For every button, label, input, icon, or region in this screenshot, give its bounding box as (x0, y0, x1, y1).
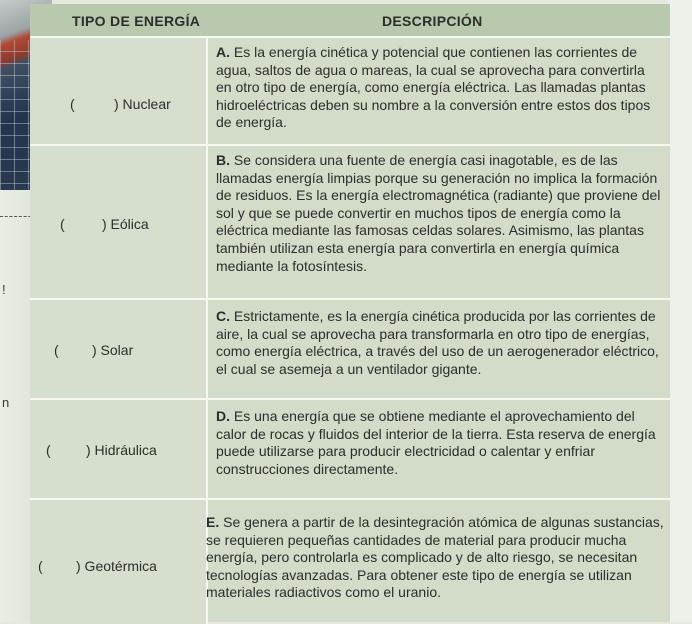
description-text: Es una energía que se obtiene mediante el aprovechamiento del calor de rocas y fluidos del interior de la tierra. Esta reserva de energía puede utilizarse para producir electricidad o calentar y enfriar construcciones directamente. (216, 408, 656, 477)
answer-blank[interactable]: ( (70, 96, 75, 112)
type-cell (30, 400, 208, 500)
answer-blank[interactable]: ( (46, 442, 51, 458)
table-row (30, 144, 670, 300)
table-row (30, 36, 670, 146)
description-cell (216, 408, 664, 478)
energy-type: ) Geotérmica (76, 558, 157, 574)
type-cell (30, 500, 208, 624)
energy-table (30, 4, 670, 622)
description-cell (216, 152, 664, 275)
energy-type: ) Hidráulica (86, 442, 157, 458)
description-cell (216, 44, 664, 132)
item-letter: E. (206, 514, 220, 530)
answer-blank[interactable]: ( (54, 342, 59, 358)
table-row (30, 498, 670, 624)
energy-type: ) Nuclear (114, 96, 171, 112)
margin-mark: n (2, 395, 10, 410)
type-cell (30, 300, 208, 400)
description-text: Es la energía cinética y potencial que contienen las corrientes de agua, saltos de agua o mareas, la cual se aprovecha para convertirla en otro tipo de energía, como energía eléctrica. Las llamadas plantas hidroeléctricas deben su nombre a la conversión entre estos dos tipos de energía. (216, 44, 651, 131)
answer-blank[interactable]: ( (38, 558, 43, 574)
description-text: Se genera a partir de la desintegración atómica de algunas sustancias, se requieren pequeñas cantidades de material para producir mucha energía, pero controlarla es complicado y de alto riesgo, se necesitan tecnologías avanzadas. Para obtener este tipo de energía se utilizan materiales radiactivos como el uranio. (206, 514, 664, 601)
energy-type: ) Solar (92, 342, 134, 358)
answer-blank[interactable]: ( (60, 216, 65, 232)
table-row (30, 398, 670, 500)
header-description: DESCRIPCIÓN (382, 13, 483, 29)
type-cell (30, 38, 208, 146)
item-letter: C. (216, 308, 230, 324)
description-text: Estrictamente, es la energía cinética producida por las corrientes de aire, la cual se aprovecha para transformarla en otro tipo de energías, como energía eléctrica, a través del uso de un aerogenerador eléctrico, el cual se asemeja a un ventilador gigante. (216, 308, 659, 377)
description-text: Se considera una fuente de energía casi inagotable, es de las llamadas energía limpias porque su generación no implica la formación de residuos. Es la energía electromagnética (radiante) que proviene del sol y que se puede convertir en muchos tipos de energía como la eléctrica mediante las famosas celdas solares. Asimismo, las plantas también utilizan esta energía para convertirla en energía química mediante la fotosíntesis. (216, 152, 661, 274)
description-cell (216, 308, 664, 378)
energy-type: ) Eólica (102, 216, 149, 232)
item-letter: D. (216, 408, 230, 424)
table-header (30, 4, 670, 36)
margin-mark: ! (2, 282, 6, 297)
table-row (30, 298, 670, 400)
description-cell (206, 514, 664, 602)
right-page-edge (668, 0, 692, 622)
item-letter: B. (216, 152, 230, 168)
header-type: TIPO DE ENERGÍA (72, 13, 201, 29)
item-letter: A. (216, 44, 230, 60)
type-cell (30, 146, 208, 300)
